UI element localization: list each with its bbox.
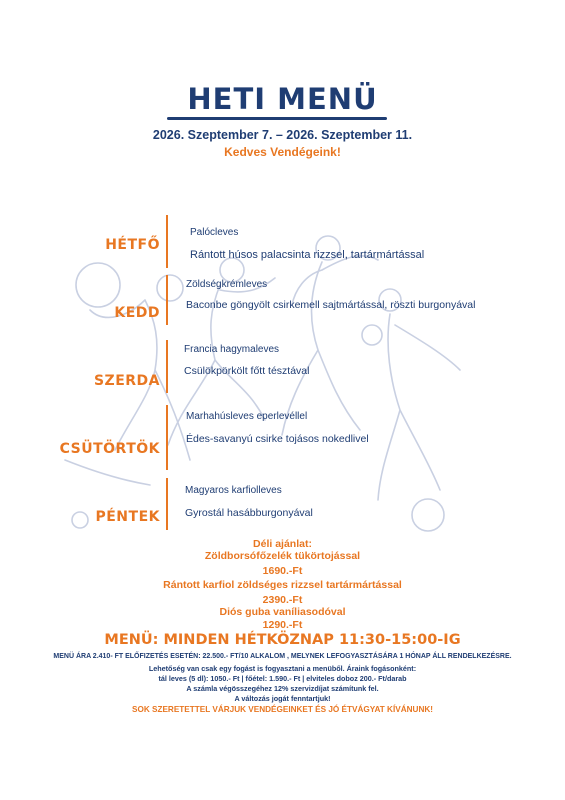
monday-soup: Palócleves: [190, 227, 239, 238]
tuesday-main-dish: Baconbe göngyölt csirkemell sajtmártással, röszti burgonyával: [186, 299, 476, 311]
day-divider-monday: [166, 215, 168, 268]
daily-offer-price: 1690.-Ft: [262, 565, 303, 577]
info-line-prices: tál leves (5 dl): 1050.- Ft | főétel: 1.590.- Ft | elviteles doboz 200.- Ft/darab: [158, 674, 407, 683]
day-label-monday: HÉTFŐ: [105, 237, 160, 253]
daily-offer-item: Diós guba vaníliasodóval: [219, 606, 346, 618]
day-label-friday: PÉNTEK: [95, 509, 160, 525]
friday-main-dish: Gyrostál hasábburgonyával: [185, 507, 313, 519]
wednesday-main-dish: Csülökpörkölt főtt tésztával: [184, 365, 310, 377]
info-line-change-rights: A változás jogát fenntartjuk!: [234, 694, 331, 703]
day-label-wednesday: SZERDA: [93, 373, 160, 389]
friday-soup: Magyaros karfiolleves: [185, 485, 282, 496]
week-date-range: 2026. Szeptember 7. – 2026. Szeptember 11.: [152, 128, 413, 142]
day-divider-wednesday: [166, 340, 168, 393]
daily-offer-item: Zöldborsófőzelék tükörtojással: [204, 550, 361, 562]
thursday-main-dish: Édes-savanyú csirke tojásos nokedlivel: [186, 433, 369, 445]
monday-main-dish: Rántott húsos palacsinta rizzsel, tartármártással: [190, 249, 425, 261]
day-divider-thursday: [166, 405, 168, 470]
day-label-tuesday: KEDD: [114, 305, 160, 321]
thursday-soup: Marhahúsleves eperlevéllel: [186, 411, 308, 422]
wednesday-soup: Francia hagymaleves: [184, 344, 280, 355]
day-divider-tuesday: [166, 275, 168, 325]
day-divider-friday: [166, 478, 168, 530]
info-line-single-course: Lehetőség van csak egy fogást is fogyasztani a menüből. Áraink fogásonként:: [148, 664, 417, 673]
info-line-subscription: MENÜ ÁRA 2.410- FT ELŐFIZETÉS ESETÉN: 22.500.- FT/10 ALKALOM , MELYNEK LEFOGYASZTÁSÁRA 1 HÓNAP ÁLL RENDELKEZÉSRE.: [53, 653, 512, 660]
closing-message: SOK SZERETETTEL VÁRJUK VENDÉGEINKET ÉS JÓ ÉTVÁGYAT KÍVÁNUNK!: [131, 705, 433, 714]
title-underline: [167, 117, 387, 120]
tuesday-soup: Zöldségkrémleves: [186, 279, 268, 290]
day-label-thursday: CSÜTÖRTÖK: [59, 441, 160, 457]
page-title: HETI MENÜ: [187, 82, 378, 116]
daily-offer-item: Rántott karfiol zöldséges rizzsel tartármártással: [163, 579, 402, 591]
info-line-service-fee: A számla végösszegéhez 12% szervizdíjat számítunk fel.: [186, 684, 379, 693]
daily-offer-price: 1290.-Ft: [262, 619, 303, 631]
greeting-text: Kedves Vendégeink!: [224, 145, 341, 159]
daily-offer-price: 2390.-Ft: [262, 594, 303, 606]
menu-hours: MENÜ: MINDEN HÉTKÖZNAP 11:30-15:00-IG: [104, 632, 461, 648]
daily-offer-title: Déli ajánlat:: [253, 538, 312, 550]
